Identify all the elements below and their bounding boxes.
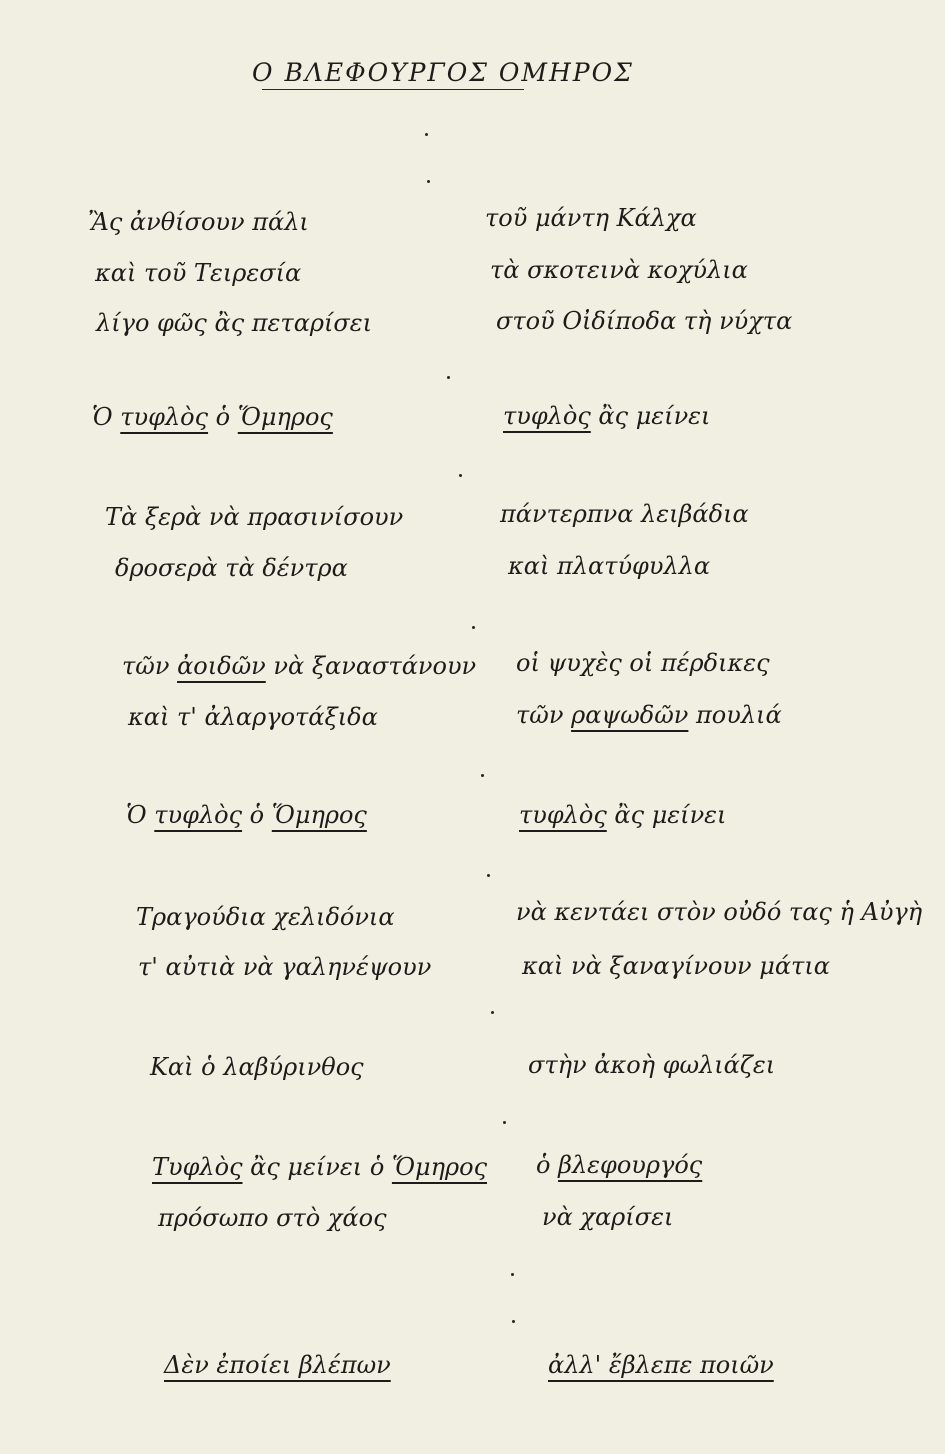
stanza2-right-line1: πάντερπνα λειβάδια (500, 500, 749, 528)
refrain1-right (503, 404, 710, 428)
separator-dot (425, 133, 428, 136)
separator-dot (481, 774, 484, 777)
stanza3-right-line1: οἱ ψυχὲς οἱ πέρδικες (516, 649, 770, 677)
refrain1-left (92, 405, 333, 429)
stanza2-left-line2: δροσερὰ τὰ δέντρα (115, 554, 348, 582)
title-underline (262, 89, 524, 90)
refrain2-right-part: ἂς μείνει (606, 801, 727, 829)
separator-dot (447, 376, 450, 379)
separator-dot (459, 474, 462, 477)
refrain2-left-part: Ὁ (126, 801, 155, 829)
refrain2-left-underlined-homer: Ὅμηρος (271, 801, 367, 829)
separator-dot (512, 1320, 515, 1323)
refrain2-left-part: ὁ (242, 801, 272, 829)
stanza5-right-line1: στὴν ἀκοὴ φωλιάζει (528, 1051, 776, 1079)
stanza3-left-line2: καὶ τ' ἀλαργοτάξιδα (128, 703, 378, 731)
stanza5-left-line1: Καὶ ὁ λαβύρινθος (150, 1053, 364, 1081)
separator-dot (503, 1121, 506, 1124)
stanza3-left-line1 (122, 654, 476, 678)
separator-dot (511, 1273, 514, 1276)
stanza6-right-underlined-eyemaker: βλεφουργός (558, 1151, 703, 1179)
stanza3-left-underlined-bards: ἀοιδῶν (177, 652, 266, 680)
separator-dot (491, 1011, 494, 1014)
refrain2-left-underlined-blind: τυφλὸς (154, 801, 243, 829)
stanza3-left-part: νὰ ξαναστάνουν (265, 652, 477, 680)
stanza4-left-line1: Τραγούδια χελιδόνια (136, 903, 395, 931)
stanza6-left-line1 (152, 1155, 487, 1179)
stanza6-left-part: ἂς μείνει ὁ (242, 1153, 392, 1181)
stanza1-right-line2: τὰ σκοτεινὰ κοχύλια (490, 256, 748, 284)
refrain1-left-underlined-blind: τυφλὸς (120, 403, 209, 431)
stanza6-left-underlined-homer: Ὅμηρος (391, 1153, 488, 1181)
refrain1-left-part: ὁ (208, 403, 238, 431)
stanza3-right-part: τῶν (516, 701, 572, 729)
stanza3-left-part: τῶν (122, 652, 178, 680)
stanza6-right-part: ὁ (536, 1151, 559, 1179)
stanza1-right-line1: τοῦ μάντη Κάλχα (485, 204, 697, 232)
refrain2-right-underlined-blind: τυφλὸς (519, 801, 607, 829)
stanza3-right-part: πουλιά (688, 701, 782, 729)
stanza2-left-line1: Τὰ ξερὰ νὰ πρασινίσουν (105, 503, 404, 531)
stanza4-right-line2: καὶ νὰ ξαναγίνουν μάτια (522, 952, 830, 980)
stanza1-left-line2: καὶ τοῦ Τειρεσία (95, 259, 302, 287)
stanza6-right-line1 (536, 1153, 702, 1177)
separator-dot (427, 180, 430, 183)
stanza6-right-line2: νὰ χαρίσει (542, 1203, 674, 1231)
separator-dot (487, 874, 490, 877)
refrain1-left-part: Ὁ (92, 403, 121, 431)
closing-left: Δὲν ἐποίει βλέπων (164, 1351, 391, 1379)
stanza1-right-line3: στοῦ Οἰδίποδα τὴ νύχτα (496, 307, 793, 335)
stanza1-left-line3: λίγο φῶς ἂς πεταρίσει (96, 309, 373, 337)
separator-dot (472, 626, 475, 629)
stanza2-right-line2: καὶ πλατύφυλλα (508, 552, 711, 580)
stanza6-left-line2: πρόσωπο στὸ χάος (158, 1204, 387, 1232)
stanza6-left-underlined-blind: Τυφλὸς (152, 1153, 243, 1181)
stanza4-left-line2: τ' αὐτιὰ νὰ γαληνέψουν (138, 953, 432, 981)
stanza3-right-line2 (516, 703, 782, 727)
closing-right: ἀλλ' ἔβλεπε ποιῶν (548, 1351, 774, 1379)
poem-title: Ο ΒΛΕΦΟΥΡΓΟΣ ΟΜΗΡΟΣ (252, 58, 634, 87)
stanza3-right-underlined-rhapsodes: ραψωδῶν (571, 701, 689, 729)
stanza4-right-line1: νὰ κεντάει στὸν οὐδό τας ἡ Αὐγὴ (516, 898, 923, 926)
refrain2-right (519, 803, 726, 827)
refrain1-right-underlined-blind: τυφλὸς (503, 402, 591, 430)
refrain1-right-part: ἂς μείνει (590, 402, 711, 430)
refrain1-left-underlined-homer: Ὅμηρος (237, 403, 333, 431)
stanza1-left-line1: Ἂς ἀνθίσουν πάλι (88, 208, 309, 236)
refrain2-left (126, 803, 367, 827)
